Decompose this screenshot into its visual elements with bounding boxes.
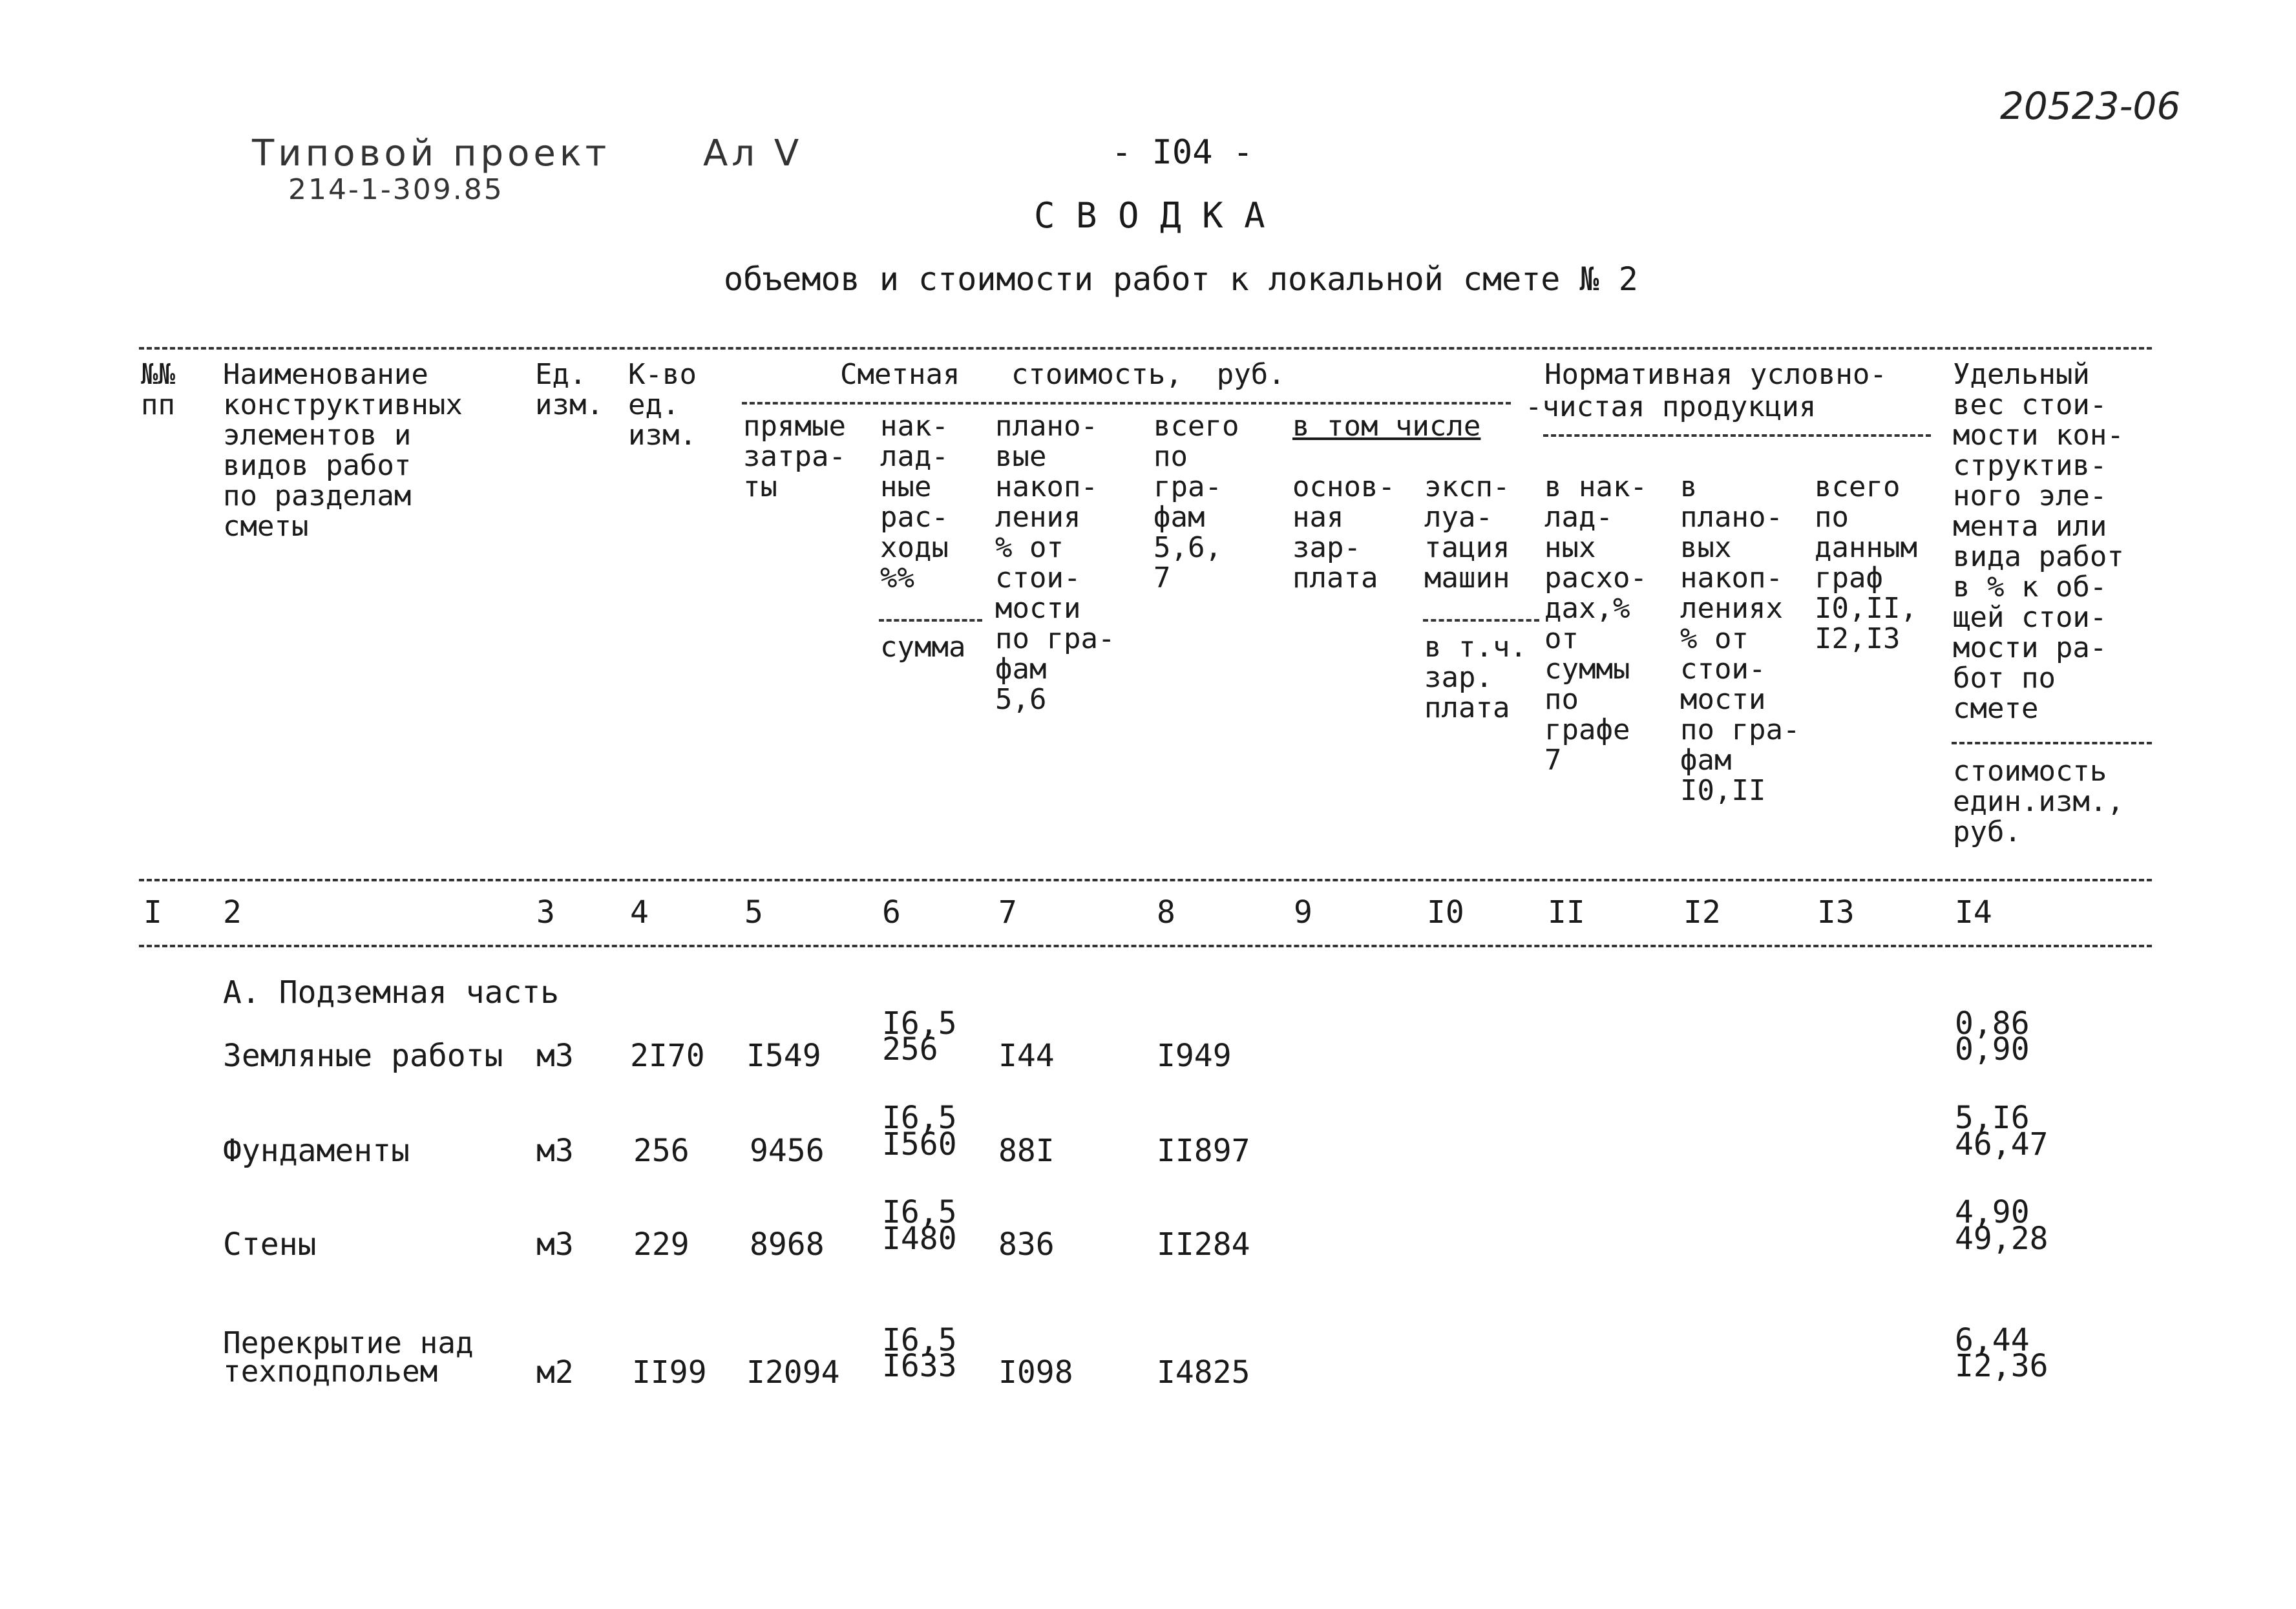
row-direct-costs: I549	[746, 1038, 821, 1074]
col-number: 7	[998, 894, 1017, 931]
col-number: 8	[1157, 894, 1175, 931]
col-group-normative-1: Нормативная условно-	[1544, 358, 1887, 391]
col-number: I3	[1817, 894, 1855, 931]
col-number: 3	[536, 894, 555, 931]
row-planned-savings: I44	[998, 1038, 1055, 1074]
share-split-rule	[1952, 742, 2152, 744]
col-number: 4	[630, 894, 649, 931]
row-name: Фундаменты	[223, 1133, 410, 1169]
row-quantity: II99	[632, 1354, 707, 1391]
row-direct-costs: 9456	[750, 1133, 825, 1169]
overhead-split-rule	[879, 619, 982, 622]
col-group-including: в том числе	[1292, 410, 1481, 443]
col-header-base-salary: основ- ная зар- плата	[1292, 470, 1395, 594]
row-unit-cost: I2,36	[1955, 1348, 2048, 1384]
row-unit-cost: 46,47	[1955, 1126, 2048, 1162]
row-direct-costs: 8968	[750, 1226, 825, 1263]
table-top-rule	[139, 347, 2152, 350]
numbers-bottom-rule	[139, 945, 2152, 947]
col-header-planned-savings: плано- вые накоп- ления % от стои- мости по гра- фам 5,6	[995, 410, 1115, 716]
col-header-norm-overhead: в нак- лад- ных расхо- дах,% от суммы по графе 7	[1544, 470, 1647, 777]
row-unit: м3	[536, 1226, 574, 1263]
header-bottom-rule	[139, 879, 2152, 881]
row-direct-costs: I2094	[746, 1354, 840, 1391]
norm-group-rule	[1543, 434, 1931, 437]
col-header-name: Наименование конструктивных элементов и видов работ по разделам сметы	[223, 358, 463, 543]
row-overhead-sum: I480	[882, 1221, 957, 1257]
row-overhead-sum: I560	[882, 1126, 957, 1162]
section-heading: А. Подземная часть	[223, 974, 560, 1011]
page-number: - I04 -	[1111, 133, 1254, 172]
album-stamp: Ал V	[703, 132, 803, 174]
col-number: II	[1548, 894, 1585, 931]
col-number: 6	[882, 894, 901, 931]
row-overhead-sum: 256	[882, 1031, 938, 1067]
row-overhead-pct: I6,5	[882, 1322, 957, 1358]
row-total: II284	[1157, 1226, 1250, 1263]
col-header-direct-costs: прямые затра- ты	[743, 410, 846, 503]
col-number: I2	[1683, 894, 1721, 931]
project-label-stamp: Типовой проект	[252, 132, 611, 174]
row-share: 0,86	[1955, 1005, 2030, 1042]
row-planned-savings: 88I	[998, 1133, 1055, 1169]
col-number: I4	[1955, 894, 1992, 931]
page-title: С В О Д К А	[1034, 195, 1265, 236]
col-header-overhead-sum: сумма	[880, 631, 966, 664]
col-number: I	[143, 894, 162, 931]
col-header-machines: эксп- луа- тация машин	[1424, 470, 1510, 594]
col-header-norm-planned: в плано- вых накоп- лениях % от стои- мости по гра- фам I0,II	[1680, 470, 1800, 807]
row-unit: м3	[536, 1133, 574, 1169]
row-total: I949	[1157, 1038, 1232, 1074]
col-header-norm-total: всего по данным граф I0,II, I2,I3	[1815, 470, 1917, 655]
row-total: II897	[1157, 1133, 1250, 1169]
col-header-unit: Ед. изм.	[535, 358, 604, 421]
archive-number: 20523-06	[2000, 84, 2181, 128]
row-quantity: 2I70	[630, 1038, 705, 1074]
col-number: 5	[744, 894, 763, 931]
col-header-machines-salary: в т.ч. зар. плата	[1424, 631, 1527, 724]
row-total: I4825	[1157, 1354, 1250, 1391]
row-share: 5,I6	[1955, 1100, 2030, 1136]
row-unit: м2	[536, 1354, 574, 1391]
col-header-share: Удельный вес стои- мости кон- структив- ного эле- мента или вида работ в % к об- щей стои- мости ра- бот по смете	[1953, 358, 2124, 725]
row-name: Стены	[223, 1226, 317, 1263]
row-unit: м3	[536, 1038, 574, 1074]
row-quantity: 229	[633, 1226, 690, 1263]
cost-group-rule	[742, 402, 1511, 405]
col-number: 2	[223, 894, 242, 931]
col-header-number: №№ пп	[141, 358, 175, 421]
col-header-unit-cost: стоимость един.изм., руб.	[1953, 755, 2124, 848]
col-header-quantity: К-во ед. изм.	[628, 358, 697, 452]
col-group-normative-2: -чистая продукция	[1525, 390, 1817, 423]
row-overhead-pct: I6,5	[882, 1194, 957, 1230]
row-planned-savings: I098	[998, 1354, 1073, 1391]
row-name: Перекрытие над техподпольем	[223, 1325, 474, 1389]
col-number: I0	[1427, 894, 1464, 931]
row-quantity: 256	[633, 1133, 690, 1169]
row-unit-cost: 49,28	[1955, 1221, 2048, 1257]
row-planned-savings: 836	[998, 1226, 1055, 1263]
col-group-estimated-cost: Сметная стоимость, руб.	[840, 358, 1285, 391]
col-header-total: всего по гра- фам 5,6, 7	[1153, 410, 1239, 594]
row-overhead-pct: I6,5	[882, 1005, 957, 1042]
row-share: 6,44	[1955, 1322, 2030, 1358]
page-subtitle: объемов и стоимости работ к локальной смете № 2	[724, 260, 1638, 298]
row-overhead-sum: I633	[882, 1348, 957, 1384]
row-name: Земляные работы	[223, 1038, 503, 1074]
row-unit-cost: 0,90	[1955, 1031, 2030, 1067]
project-number-stamp: 214-1-309.85	[288, 173, 504, 206]
row-share: 4,90	[1955, 1194, 2030, 1230]
row-overhead-pct: I6,5	[882, 1100, 957, 1136]
machines-split-rule	[1423, 619, 1539, 622]
col-header-overhead-pct: нак- лад- ные рас- ходы %%	[880, 410, 949, 594]
col-number: 9	[1294, 894, 1312, 931]
